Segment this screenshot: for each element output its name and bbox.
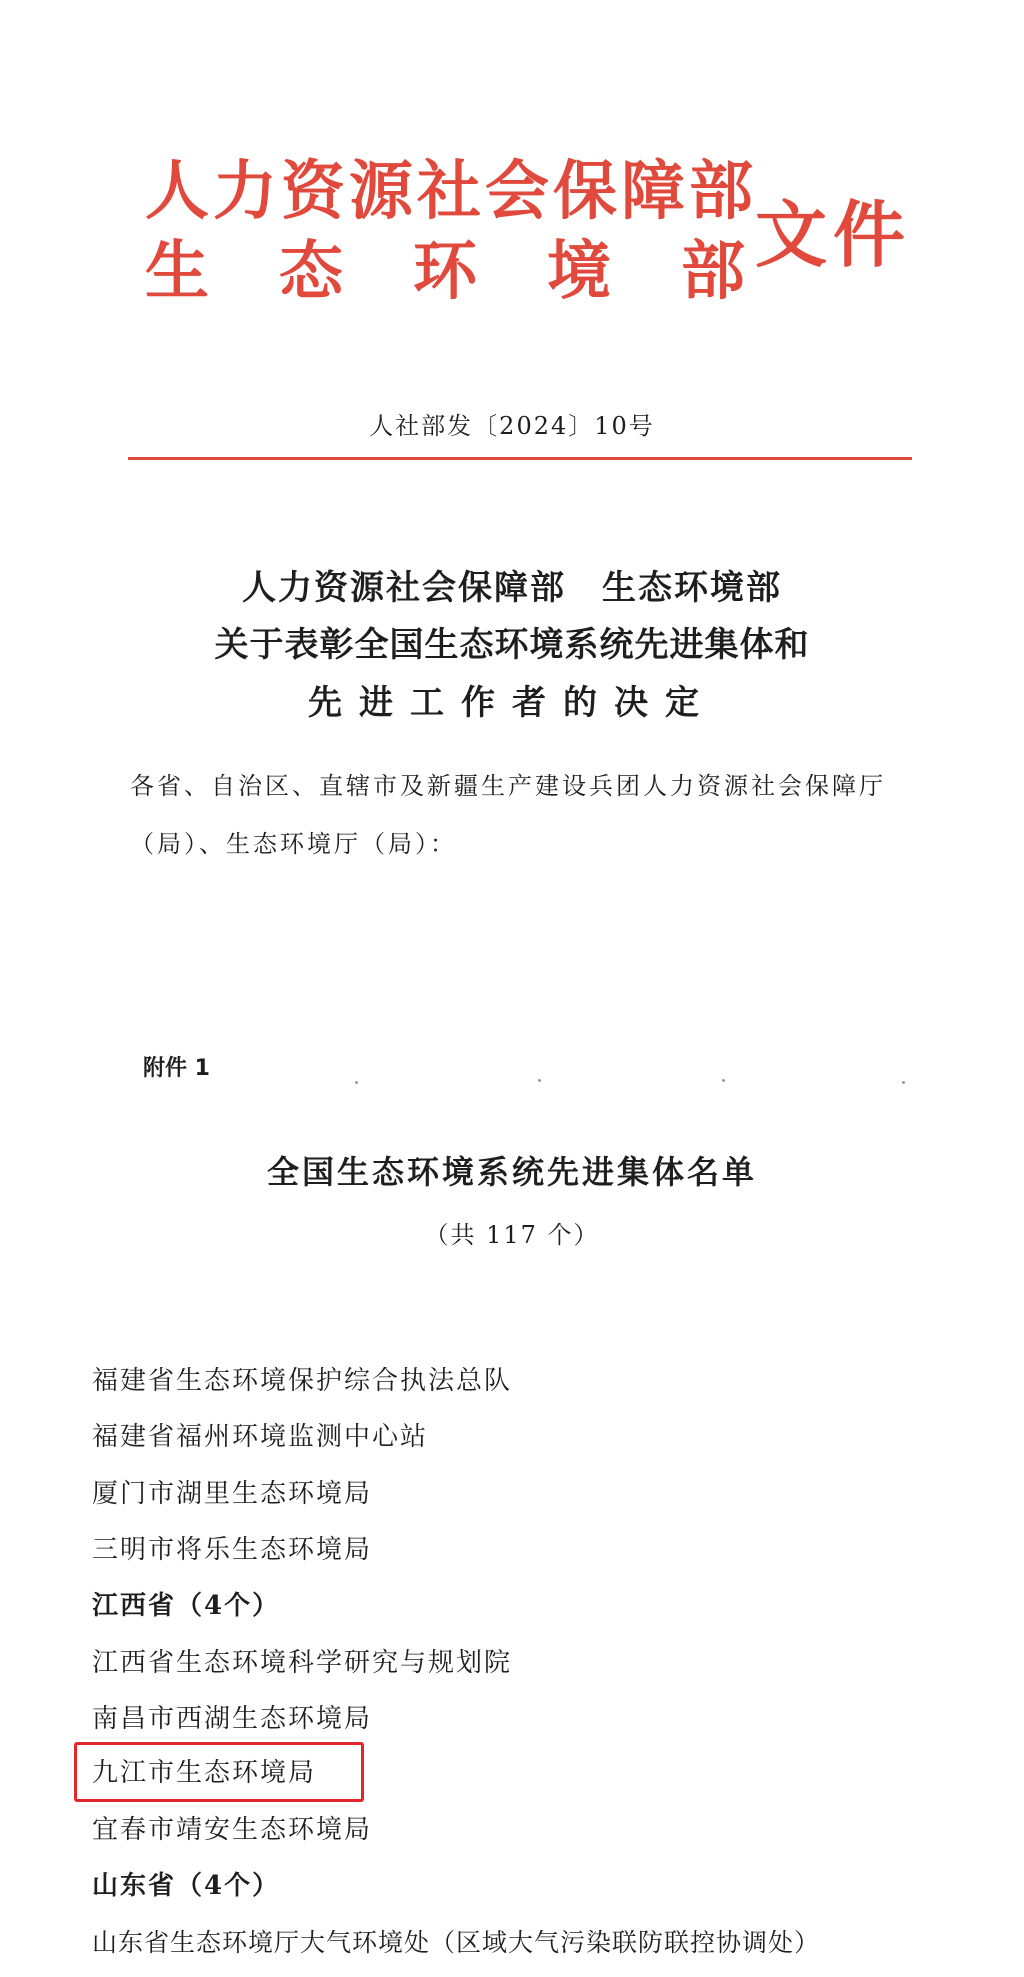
list-item: 福建省生态环境保护综合执法总队 (92, 1366, 513, 1396)
addressee-line-1: 各省、自治区、直辖市及新疆生产建设兵团人力资源社会保障厅 (130, 772, 886, 800)
list-item: 厦门市湖里生态环境局 (92, 1479, 373, 1509)
province-heading: 江西省（4个） (92, 1591, 281, 1621)
list-item: 江西省生态环境科学研究与规划院 (92, 1648, 513, 1678)
title-line-3: 先进工作者的决定 (308, 683, 716, 723)
list-item: 山东省生态环境厅大气环境处（区域大气污染联防联控协调处） (92, 1928, 821, 1957)
scan-speck (538, 1079, 541, 1082)
decision-document-page (0, 0, 1024, 885)
list-title: 全国生态环境系统先进集体名单 (266, 1153, 757, 1191)
issuer-line-1: 人力资源社会保障部 (145, 154, 757, 229)
scan-speck (355, 1081, 358, 1084)
title-line-2: 关于表彰全国生态环境系统先进集体和 (214, 625, 810, 665)
scan-speck (722, 1079, 725, 1082)
issuer-char: 部 (681, 234, 745, 309)
document-suffix: 文件 (755, 192, 912, 277)
issuer-char: 态 (279, 234, 343, 309)
issuer-char: 生 (145, 234, 209, 309)
title-line-1: 人力资源社会保障部 生态环境部 (242, 568, 782, 608)
red-divider (128, 457, 912, 460)
list-count: （共 117 个） (424, 1221, 600, 1249)
list-item: 福建省福州环境监测中心站 (92, 1422, 429, 1452)
list-item: 宜春市靖安生态环境局 (92, 1815, 373, 1845)
issuer-char: 境 (547, 234, 611, 309)
document-number: 人社部发〔2024〕10号 (369, 412, 655, 440)
list-item: 三明市将乐生态环境局 (92, 1535, 373, 1565)
addressee-line-2: （局）、生态环境厅（局）： (130, 830, 457, 858)
issuer-line-2 (145, 232, 745, 312)
list-item: 南昌市西湖生态环境局 (92, 1704, 373, 1734)
issuer-char: 环 (413, 234, 477, 309)
attachment-label: 附件 1 (143, 1056, 210, 1081)
province-heading: 山东省（4个） (92, 1871, 281, 1901)
scan-speck (902, 1081, 905, 1084)
list-item-highlighted: 九江市生态环境局 (92, 1758, 317, 1788)
